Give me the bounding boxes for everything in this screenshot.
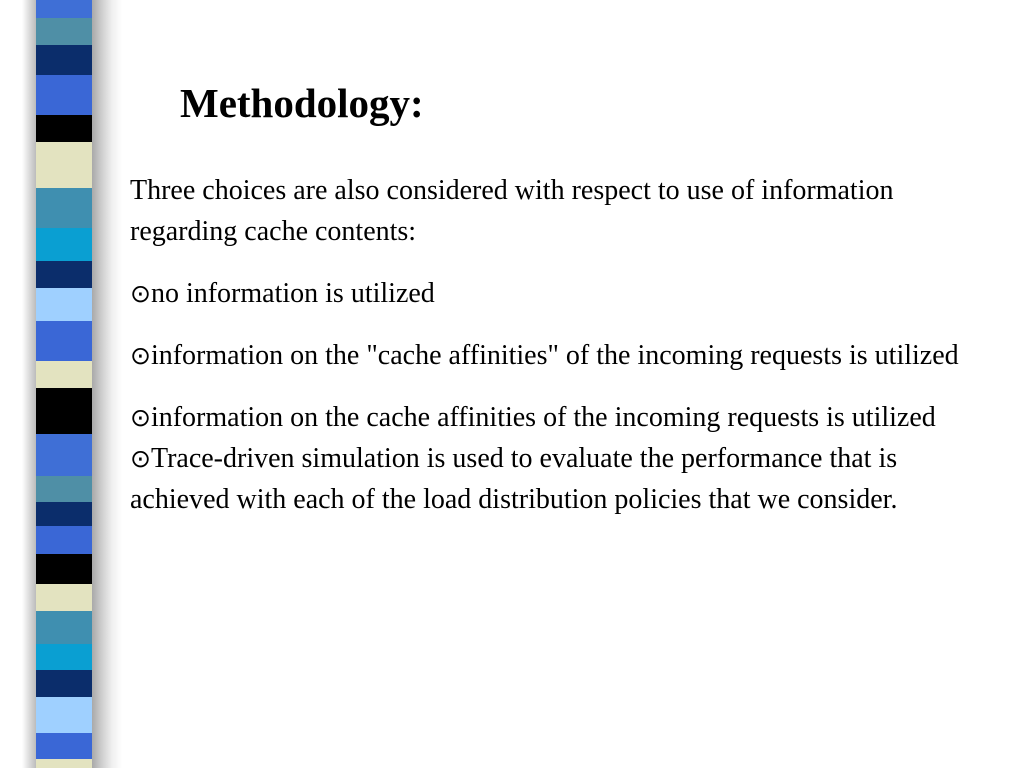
bullet-text: information on the cache affinities of the incoming requests is utilized: [150, 402, 936, 433]
bullet-item: [130, 335, 1000, 376]
strip-segment: [36, 0, 92, 18]
strip-segment: [36, 733, 92, 759]
strip-segment: [36, 75, 92, 115]
slide-body: [130, 170, 1000, 520]
strip-segment: [36, 18, 92, 45]
strip-segment: [36, 476, 92, 502]
strip-segment: [36, 115, 92, 142]
intro-paragraph: Three choices are also considered with respect to use of information regarding cache contents:: [130, 175, 894, 247]
strip-segment: [36, 670, 92, 697]
strip-segment: [36, 288, 92, 321]
strip-segment: [36, 554, 92, 584]
strip-segment: [36, 697, 92, 733]
bullet-text: Trace-driven simulation is used to evaluate the performance that is achieved with each of the load distribution policies that we consider.: [130, 443, 898, 515]
strip-segment: [36, 228, 92, 261]
strip-segment: [36, 434, 92, 476]
strip-segment: [36, 502, 92, 526]
strip-segment: [36, 644, 92, 670]
strip-segment: [36, 45, 92, 75]
strip-segment: [36, 584, 92, 611]
bullet-icon: ⊙: [130, 444, 151, 473]
strip-segment: [36, 611, 92, 644]
strip-segment: [36, 388, 92, 434]
bullet-icon: ⊙: [130, 279, 151, 308]
bullet-icon: ⊙: [130, 403, 151, 432]
decorative-strip: [36, 0, 92, 768]
strip-segment: [36, 188, 92, 228]
bullet-text: information on the "cache affinities" of the incoming requests is utilized: [150, 340, 959, 371]
strip-segment: [36, 361, 92, 388]
bullet-item: [130, 438, 1000, 520]
bullet-icon: ⊙: [130, 341, 151, 370]
bullet-text: no information is utilized: [150, 278, 435, 309]
bullet-item: [130, 397, 1000, 438]
strip-segment: [36, 142, 92, 188]
strip-segment: [36, 526, 92, 554]
slide-title: Methodology:: [180, 80, 424, 126]
strip-segment: [36, 759, 92, 768]
bullet-item: [130, 273, 1000, 314]
strip-segment: [36, 261, 92, 288]
strip-segment: [36, 321, 92, 361]
